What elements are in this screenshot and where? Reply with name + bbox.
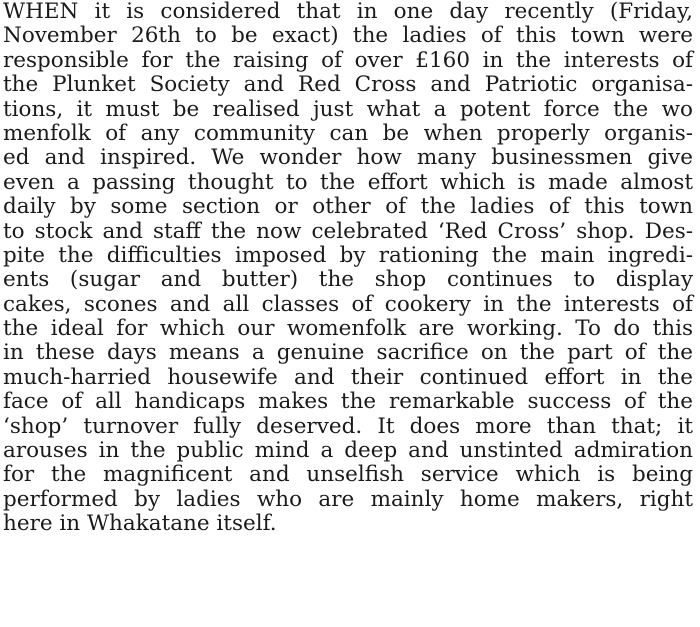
text-line: tions, it must be realised just what a potent force the wo	[3, 96, 693, 122]
text-line: much-harried housewife and their continued effort in the	[3, 364, 693, 390]
text-line: responsible for the raising of over £160 in the interests of	[3, 47, 693, 73]
text-line: ents (sugar and butter) the shop continues to display	[3, 267, 693, 293]
text-line: ‘shop’ turnover fully deserved. It does more than that; it	[3, 413, 693, 439]
text-line: the Plunket Society and Red Cross and Patriotic organisa-	[3, 72, 693, 98]
text-line: performed by ladies who are mainly home makers, right	[3, 486, 693, 512]
text-line: WHEN it is considered that in one day recently (Friday,	[3, 0, 693, 24]
text-line: for the magnificent and unselfish service which is being	[3, 462, 693, 488]
text-line: here in Whakatane itself.	[3, 511, 277, 537]
text-line: the ideal for which our womenfolk are working. To do this	[3, 316, 693, 342]
text-line: menfolk of any community can be when properly organis-	[3, 120, 693, 146]
text-line: daily by some section or other of the ladies of this town	[3, 194, 693, 220]
text-line: November 26th to be exact) the ladies of this town were	[3, 23, 693, 49]
text-line: in these days means a genuine sacrifice on the part of the	[3, 340, 693, 366]
text-line: cakes, scones and all classes of cookery in the interests of	[3, 291, 693, 317]
text-line: ed and inspired. We wonder how many businessmen give	[3, 145, 693, 171]
text-line: even a passing thought to the effort which is made almost	[3, 169, 693, 195]
text-line: pite the difficulties imposed by rationing the main ingredi-	[3, 242, 693, 268]
text-line: arouses in the public mind a deep and unstinted admiration	[3, 438, 693, 464]
text-line: to stock and staff the now celebrated ‘Red Cross’ shop. Des-	[3, 218, 693, 244]
text-line: face of all handicaps makes the remarkable success of the	[3, 389, 693, 415]
article-text	[3, 0, 693, 537]
